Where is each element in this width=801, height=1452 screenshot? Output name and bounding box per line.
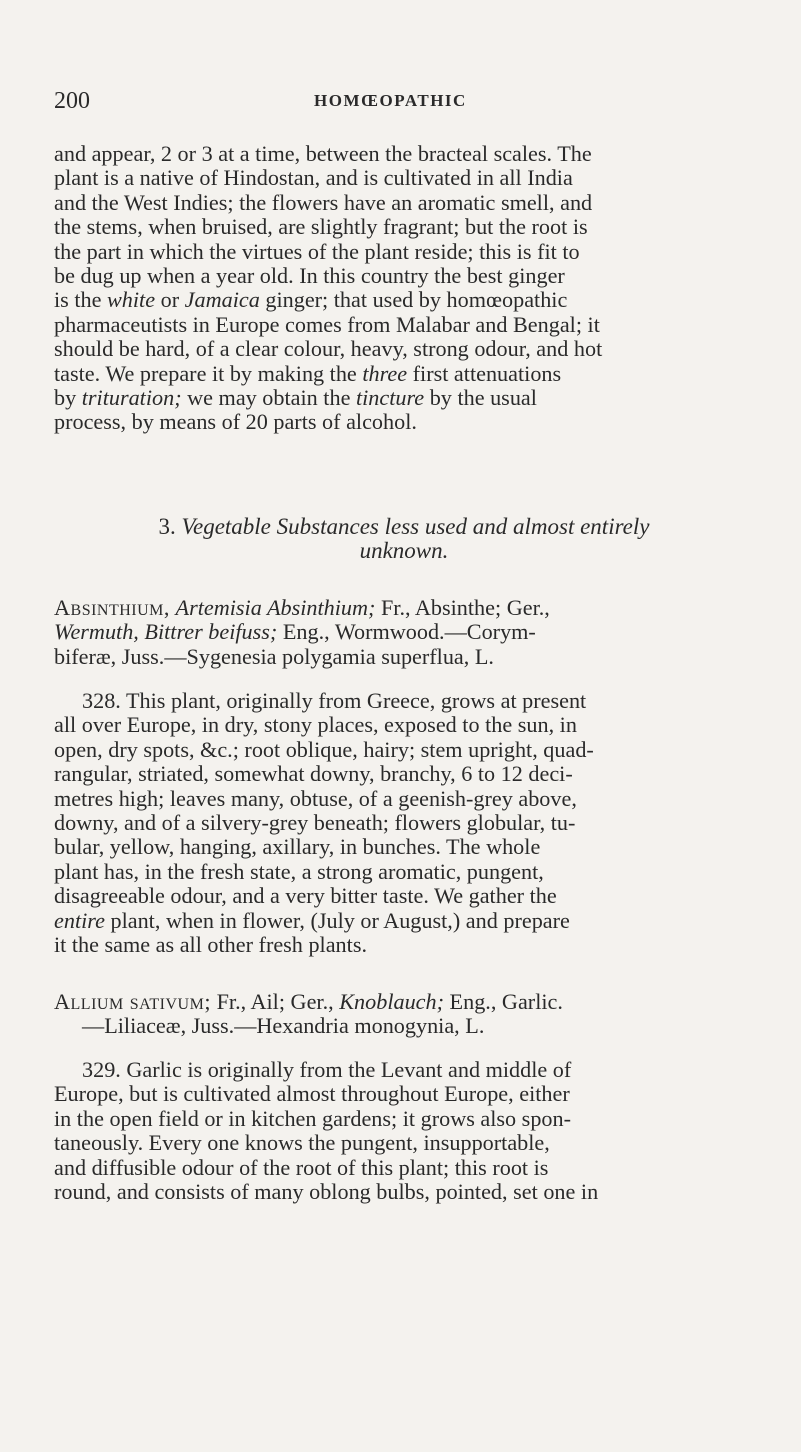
emphasis: trituration; xyxy=(81,385,182,411)
text-line: Absinthium, Artemisia Absinthium; Fr., Absinthe; Ger., xyxy=(54,595,550,620)
text-line: be dug up when a year old. In this country the best ginger xyxy=(54,263,565,289)
heading-line: 3. Vegetable Substances less used and almost entirely xyxy=(158,514,650,539)
text-line: —Liliaceæ, Juss.—Hexandria monogynia, L. xyxy=(82,1013,485,1039)
page-number: 200 xyxy=(54,88,90,114)
text-line: entire plant, when in flower, (July or August,) and prepare xyxy=(54,907,570,933)
text-line: biferæ, Juss.—Sygenesia polygamia superflua, L. xyxy=(54,643,494,669)
german-name: Knoblauch; xyxy=(339,989,444,1014)
text-line: in the open field or in kitchen gardens; it grows also spon- xyxy=(54,1105,571,1131)
text-line: should be hard, of a clear colour, heavy, strong odour, and hot xyxy=(54,336,603,362)
heading-line: unknown. xyxy=(359,538,449,564)
text-line: and diffusible odour of the root of this plant; this root is xyxy=(54,1154,549,1180)
text-line: 329. Garlic is originally from the Levant and middle of xyxy=(82,1057,572,1082)
emphasis: Jamaica xyxy=(184,287,260,313)
text-line: taste. We prepare it by making the three first attenuations xyxy=(54,360,562,386)
entry-name: Allium sativum; xyxy=(54,989,212,1014)
entry-name: Absinthium, xyxy=(54,595,170,620)
text-line: plant has, in the fresh state, a strong aromatic, pungent, xyxy=(54,858,544,884)
text-line: bular, yellow, hanging, axillary, in bunches. The whole xyxy=(54,834,541,860)
text-line: plant is a native of Hindostan, and is cultivated in all India xyxy=(54,165,573,191)
text-line: and the West Indies; the flowers have an aromatic smell, and xyxy=(54,189,593,215)
text-line: Wermuth, Bittrer beifuss; Eng., Wormwood.—Corym- xyxy=(54,619,536,645)
text-line: is the white or Jamaica ginger; that used by homœopathic xyxy=(54,287,568,313)
emphasis: white xyxy=(107,287,156,313)
text-line: Allium sativum; Fr., Ail; Ger., Knoblauch; Eng., Garlic. xyxy=(54,989,563,1014)
text-line: metres high; leaves many, obtuse, of a geenish-grey above, xyxy=(54,785,577,811)
text-line: all over Europe, in dry, stony places, exposed to the sun, in xyxy=(54,712,577,738)
section-number: 3. xyxy=(158,514,176,539)
text-line: round, and consists of many oblong bulbs, pointed, set one in xyxy=(54,1179,599,1205)
emphasis: tincture xyxy=(355,385,425,411)
text-line: the part in which the virtues of the plant reside; this is fit to xyxy=(54,238,580,264)
text-line: Europe, but is cultivated almost throughout Europe, either xyxy=(54,1081,570,1107)
text-line: open, dry spots, &c.; root oblique, hairy; stem upright, quad- xyxy=(54,736,594,762)
paragraph-329 xyxy=(54,1058,754,1204)
emphasis: entire xyxy=(54,907,105,933)
text-line: the stems, when bruised, are slightly fragrant; but the root is xyxy=(54,214,588,240)
paragraph-ginger xyxy=(54,142,754,435)
entry-allium xyxy=(54,990,754,1039)
running-title: HOMŒOPATHIC xyxy=(314,91,467,110)
german-name: Wermuth, Bittrer beifuss; xyxy=(54,619,278,645)
text-line: rangular, striated, somewhat downy, branchy, 6 to 12 deci- xyxy=(54,761,573,787)
text-line: taneously. Every one knows the pungent, insupportable, xyxy=(54,1130,550,1156)
running-header xyxy=(54,88,754,116)
text-line: it the same as all other fresh plants. xyxy=(54,932,367,958)
text-line: downy, and of a silvery-grey beneath; flowers globular, tu- xyxy=(54,810,576,836)
text-line: and appear, 2 or 3 at a time, between the bracteal scales. The xyxy=(54,141,592,166)
text-line: pharmaceutists in Europe comes from Malabar and Bengal; it xyxy=(54,311,600,337)
latin-name: Artemisia Absinthium; xyxy=(175,595,376,620)
entry-absinthium xyxy=(54,596,754,669)
text-line: 328. This plant, originally from Greece, grows at present xyxy=(82,688,587,713)
section-heading xyxy=(54,515,754,564)
text-line: by trituration; we may obtain the tincture by the usual xyxy=(54,385,537,411)
paragraph-328 xyxy=(54,689,754,957)
text-line: process, by means of 20 parts of alcohol. xyxy=(54,409,417,435)
emphasis: three xyxy=(362,360,408,386)
text-line: disagreeable odour, and a very bitter taste. We gather the xyxy=(54,883,557,909)
